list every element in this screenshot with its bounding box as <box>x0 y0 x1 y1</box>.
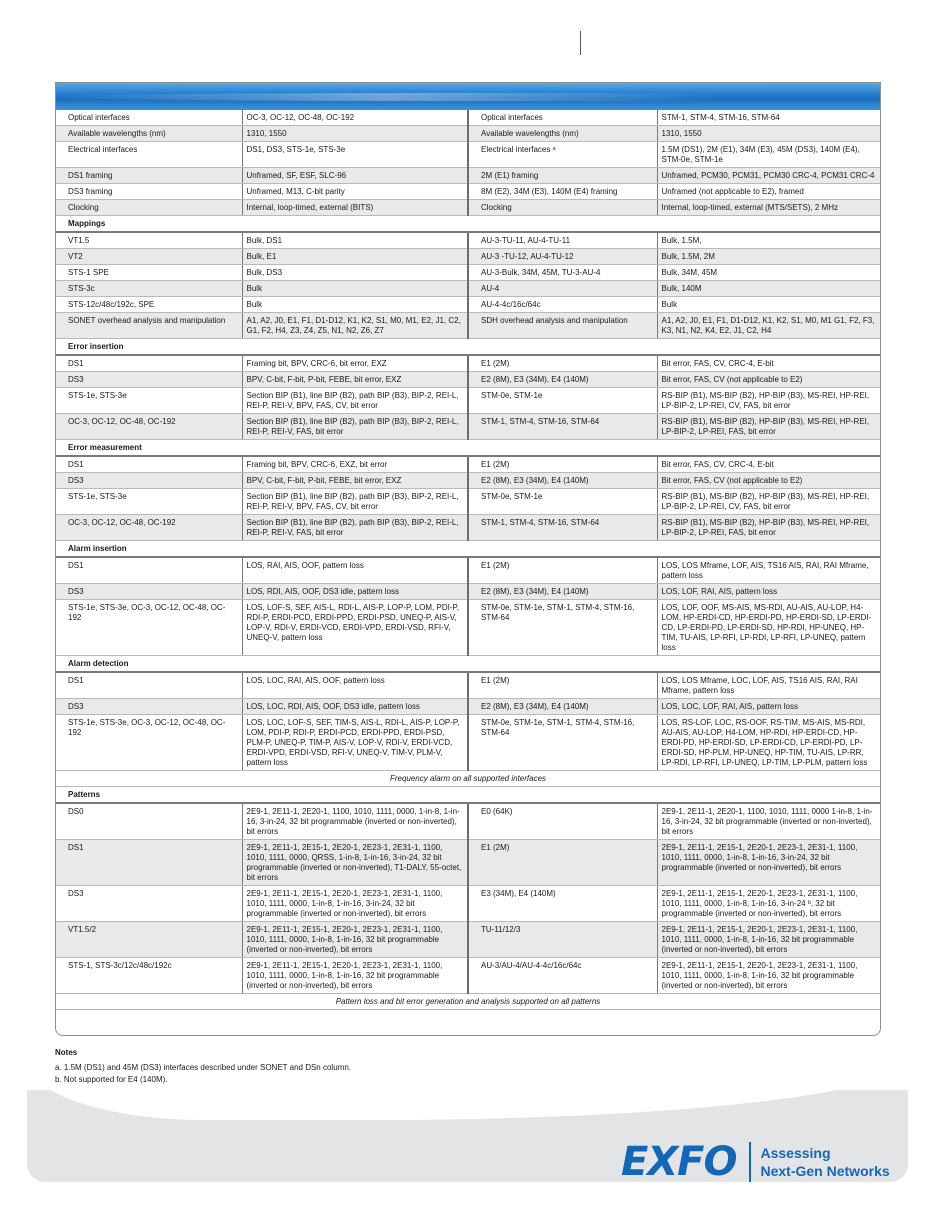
sonet-param: DS3 framing <box>56 184 242 200</box>
sdh-value: Bulk, 140M <box>657 281 880 297</box>
notes-heading: Notes <box>55 1048 78 1057</box>
section-header <box>56 656 880 673</box>
section-header <box>56 440 880 457</box>
sdh-param: E1 (2M) <box>468 840 657 886</box>
section-title: Error measurement <box>56 440 880 457</box>
sonet-value: LOS, RDI, AIS, OOF, DS3 idle, pattern loss <box>242 584 468 600</box>
sonet-param: OC-3, OC-12, OC-48, OC-192 <box>56 515 242 541</box>
table-row <box>56 473 880 489</box>
sonet-param: DS3 <box>56 473 242 489</box>
sonet-value: Internal, loop-timed, external (BITS) <box>242 200 468 216</box>
sdh-param: STM-1, STM-4, STM-16, STM-64 <box>468 414 657 440</box>
table-footnote-row <box>56 994 880 1010</box>
sonet-param: DS3 <box>56 699 242 715</box>
sdh-param: 8M (E2), 34M (E3), 140M (E4) framing <box>468 184 657 200</box>
table-row <box>56 489 880 515</box>
sonet-param: Electrical interfaces <box>56 142 242 168</box>
sonet-param: STS-3c <box>56 281 242 297</box>
sonet-param: DS3 <box>56 372 242 388</box>
sdh-value: STM-1, STM-4, STM-16, STM-64 <box>657 110 880 126</box>
sonet-param: VT1.5/2 <box>56 922 242 958</box>
sonet-param: OC-3, OC-12, OC-48, OC-192 <box>56 414 242 440</box>
sonet-param: DS1 framing <box>56 168 242 184</box>
sdh-param: STM-0e, STM-1e, STM-1, STM-4, STM-16, STM-64 <box>468 715 657 771</box>
sdh-value: LOS, LOC, LOF, RAI, AIS, pattern loss <box>657 699 880 715</box>
sonet-value: Bulk <box>242 297 468 313</box>
sdh-value: Unframed (not applicable to E2), framed <box>657 184 880 200</box>
sdh-value: 2E9-1, 2E11-1, 2E15-1, 2E20-1, 2E23-1, 2E31-1, 1100, 1010, 1111, 0000, 1-in-8, 1-in-16, 3-in-24, 32 bit programmable (inverted or non-inverted), bit errors <box>657 840 880 886</box>
sonet-value: A1, A2, J0, E1, F1, D1-D12, K1, K2, S1, M0, M1, E2, J1, C2, G1, F2, H4, Z3, Z4, Z5, N1, N2, Z6, Z7 <box>242 313 468 339</box>
table-footnote: Frequency alarm on all supported interfaces <box>56 771 880 787</box>
sonet-param: STS-1e, STS-3e <box>56 489 242 515</box>
sdh-value: Unframed, PCM30, PCM31, PCM30 CRC-4, PCM31 CRC-4 <box>657 168 880 184</box>
sonet-param: Clocking <box>56 200 242 216</box>
table-row <box>56 699 880 715</box>
table-row <box>56 200 880 216</box>
sdh-value: RS-BIP (B1), MS-BIP (B2), HP-BIP (B3), MS-REI, HP-REI, LP-BIP-2, LP-REI, CV, FAS, bit error <box>657 489 880 515</box>
table-row <box>56 414 880 440</box>
sdh-param: AU-3-Bulk, 34M, 45M, TU-3-AU-4 <box>468 265 657 281</box>
sonet-param: VT1.5 <box>56 232 242 249</box>
logo-tagline <box>761 1144 890 1180</box>
table-row <box>56 557 880 584</box>
table-row <box>56 715 880 771</box>
sdh-value: 2E9-1, 2E11-1, 2E15-1, 2E20-1, 2E23-1, 2E31-1, 1100, 1010, 1111, 0000, 1-in-8, 1-in-16, 32 bit programmable (inverted or non-inverted), bit errors <box>657 958 880 994</box>
sdh-value: LOS, LOS Mframe, LOF, AIS, TS16 AIS, RAI, RAI Mframe, pattern loss <box>657 557 880 584</box>
sonet-value: Unframed, M13, C-bit parity <box>242 184 468 200</box>
sonet-param: SONET overhead analysis and manipulation <box>56 313 242 339</box>
sdh-value: RS-BIP (B1), MS-BIP (B2), HP-BIP (B3), MS-REI, HP-REI, LP-BIP-2, LP-REI, FAS, bit error <box>657 515 880 541</box>
sdh-value: 2E9-1, 2E11-1, 2E15-1, 2E20-1, 2E23-1, 2E31-1, 1100, 1010, 1111, 0000, 1-in-8, 1-in-16, 32 bit programmable (inverted or non-inverted), bit errors <box>657 922 880 958</box>
note-a: a. 1.5M (DS1) and 45M (DS3) interfaces described under SONET and DSn column. <box>55 1063 351 1072</box>
sonet-value: Bulk, DS3 <box>242 265 468 281</box>
section-header <box>56 541 880 558</box>
table-row <box>56 142 880 168</box>
sdh-param: STM-0e, STM-1e, STM-1, STM-4, STM-16, STM-64 <box>468 600 657 656</box>
sdh-param: STM-0e, STM-1e <box>468 388 657 414</box>
table-row <box>56 840 880 886</box>
sdh-param: AU-3/AU-4/AU-4-4c/16c/64c <box>468 958 657 994</box>
sdh-param: AU-3 -TU-12, AU-4-TU-12 <box>468 249 657 265</box>
sdh-value: 1310, 1550 <box>657 126 880 142</box>
sonet-value: LOS, RAI, AIS, OOF, pattern loss <box>242 557 468 584</box>
table-row <box>56 584 880 600</box>
sdh-param: E2 (8M), E3 (34M), E4 (140M) <box>468 699 657 715</box>
sdh-value: RS-BIP (B1), MS-BIP (B2), HP-BIP (B3), MS-REI, HP-REI, LP-BIP-2, LP-REI, CV, FAS, bit error <box>657 388 880 414</box>
sdh-value: Bit error, FAS, CV (not applicable to E2) <box>657 473 880 489</box>
table-row <box>56 355 880 372</box>
table-row <box>56 313 880 339</box>
sdh-param: SDH overhead analysis and manipulation <box>468 313 657 339</box>
sonet-value: 2E9-1, 2E11-1, 2E15-1, 2E20-1, 2E23-1, 2E31-1, 1100, 1010, 1111, 0000, 1-in-8, 1-in-16, 32 bit programmable (inverted or non-inverted), bit errors <box>242 958 468 994</box>
sonet-value: LOS, LOC, RDI, AIS, OOF, DS3 idle, pattern loss <box>242 699 468 715</box>
sonet-value: 2E9-1, 2E11-1, 2E20-1, 1100, 1010, 1111, 0000, 1-in-8, 1-in-16, 3-in-24, 32 bit programmable (inverted or non-inverted), bit errors <box>242 803 468 840</box>
sonet-param: VT2 <box>56 249 242 265</box>
sonet-value: LOS, LOC, RAI, AIS, OOF, pattern loss <box>242 672 468 699</box>
sonet-value: Bulk, E1 <box>242 249 468 265</box>
sdh-param: E1 (2M) <box>468 456 657 473</box>
sdh-value: RS-BIP (B1), MS-BIP (B2), HP-BIP (B3), MS-REI, HP-REI, LP-BIP-2, LP-REI, FAS, bit error <box>657 414 880 440</box>
section-title: Patterns <box>56 787 880 804</box>
table-row <box>56 803 880 840</box>
section-title: Error insertion <box>56 339 880 356</box>
sdh-value: Bit error, FAS, CV (not applicable to E2) <box>657 372 880 388</box>
sdh-param: AU-4-4c/16c/64c <box>468 297 657 313</box>
sdh-value: Bulk, 1.5M, <box>657 232 880 249</box>
sonet-param: DS3 <box>56 886 242 922</box>
sdh-value: LOS, RS-LOF, LOC, RS-OOF, RS-TIM, MS-AIS, MS-RDI, AU-AIS, AU-LOP, H4-LOM, HP-RDI, HP-ERDI-CD, HP-ERDI-PD, HP-ERDI-SD, LP-ERDI-CD, LP-ERDI-PD, LP-ERDI-SD, HP-PLM, HP-UNEQ, HP-TIM, TU-AIS, LP-RR, LP-RDI, LP-RFI, LP-UNEQ, LP-TIM, LP-PLM, pattern loss <box>657 715 880 771</box>
sonet-param: DS0 <box>56 803 242 840</box>
sdh-value: LOS, LOS Mframe, LOC, LOF, AIS, TS16 AIS, RAI, RAI Mframe, pattern loss <box>657 672 880 699</box>
sdh-param: TU-11/12/3 <box>468 922 657 958</box>
table-row <box>56 281 880 297</box>
sonet-value: 2E9-1, 2E11-1, 2E15-1, 2E20-1, 2E23-1, 2E31-1, 1100, 1010, 1111, 0000, 1-in-8, 1-in-16, 3-in-24, 32 bit programmable (inverted or non-inverted), bit errors <box>242 886 468 922</box>
logo-divider <box>749 1142 751 1182</box>
sonet-value: Section BIP (B1), line BIP (B2), path BIP (B3), BIP-2, REI-L, REI-P, REI-V, FAS, bit error <box>242 414 468 440</box>
section-title: Alarm insertion <box>56 541 880 558</box>
tagline-line-2: Next-Gen Networks <box>760 1163 890 1179</box>
sonet-param: Available wavelengths (nm) <box>56 126 242 142</box>
sdh-value: 2E9-1, 2E11-1, 2E20-1, 1100, 1010, 1111, 0000 1-in-8, 1-in-16, 3-in-24, 32 bit programmable (inverted or non-inverted), bit errors <box>657 803 880 840</box>
sdh-param: E2 (8M), E3 (34M), E4 (140M) <box>468 473 657 489</box>
table-row <box>56 672 880 699</box>
table-footnote-row <box>56 771 880 787</box>
table-footnote: Pattern loss and bit error generation and analysis supported on all patterns <box>56 994 880 1010</box>
sonet-value: 2E9-1, 2E11-1, 2E15-1, 2E20-1, 2E23-1, 2E31-1, 1100, 1010, 1111, 0000, QRSS, 1-in-8, 1-in-16, 3-in-24, 32 bit programmable (inverted or non-inverted), T1-DALY, 55-octet, bit errors <box>242 840 468 886</box>
sonet-value: LOS, LOF-S, SEF, AIS-L, RDI-L, AIS-P, LOP-P, LOM, PDI-P, RDI-P, ERDI-PCD, ERDI-PPD, ERDI-PSD, UNEQ-P, AIS-V, LOP-V, RDI-V, ERDI-VCD, ERDI-VPD, ERDI-VSD, RFI-V, UNEQ-V, pattern loss <box>242 600 468 656</box>
sonet-value: OC-3, OC-12, OC-48, OC-192 <box>242 110 468 126</box>
spec-table <box>56 110 880 1010</box>
sonet-param: DS1 <box>56 456 242 473</box>
sonet-param: DS3 <box>56 584 242 600</box>
sonet-param: DS1 <box>56 355 242 372</box>
sonet-param: DS1 <box>56 840 242 886</box>
sdh-param: E2 (8M), E3 (34M), E4 (140M) <box>468 584 657 600</box>
sdh-value: 1.5M (DS1), 2M (E1), 34M (E3), 45M (DS3), 140M (E4), STM-0e, STM-1e <box>657 142 880 168</box>
sdh-param: STM-1, STM-4, STM-16, STM-64 <box>468 515 657 541</box>
sdh-value: Bit error, FAS, CV, CRC-4, E-bit <box>657 456 880 473</box>
sonet-param: DS1 <box>56 557 242 584</box>
sdh-value: Bulk, 34M, 45M <box>657 265 880 281</box>
sonet-value: Section BIP (B1), line BIP (B2), path BIP (B3), BIP-2, REI-L, REI-P, REI-V, BPV, FAS, CV, bit error <box>242 489 468 515</box>
table-row <box>56 232 880 249</box>
table-row <box>56 456 880 473</box>
table-row <box>56 110 880 126</box>
sonet-param: DS1 <box>56 672 242 699</box>
section-header <box>56 216 880 233</box>
sdh-param: E1 (2M) <box>468 672 657 699</box>
notes <box>55 1047 655 1086</box>
section-header <box>56 787 880 804</box>
sdh-param: AU-3-TU-11, AU-4-TU-11 <box>468 232 657 249</box>
section-title: Alarm detection <box>56 656 880 673</box>
table-row <box>56 515 880 541</box>
sdh-value: A1, A2, J0, E1, F1, D1-D12, K1, K2, S1, M0, M1 G1, F2, F3, K3, N1, N2, K4, E2, J1, C2, H4 <box>657 313 880 339</box>
sonet-param: Optical interfaces <box>56 110 242 126</box>
sdh-param: Electrical interfaces ᵃ <box>468 142 657 168</box>
sonet-value: LOS, LOC, LOF-S, SEF, TIM-S, AIS-L, RDI-L, AIS-P, LOP-P, LOM, PDI-P, RDI-P, ERDI-PCD, ERDI-PPD, ERDI-PSD, PLM-P, UNEQ-P, TIM-P, AIS-V, LOP-V, RDI-V, ERDI-VCD, ERDI-VPD, ERDI-VSD, RFI-V, UNEQ-V, TIM-V, PLM-V, pattern loss <box>242 715 468 771</box>
sdh-param: AU-4 <box>468 281 657 297</box>
sonet-value: BPV, C-bit, F-bit, P-bit, FEBE, bit error, EXZ <box>242 473 468 489</box>
section-title: Mappings <box>56 216 880 233</box>
sdh-param: STM-0e, STM-1e <box>468 489 657 515</box>
sonet-param: STS-1e, STS-3e, OC-3, OC-12, OC-48, OC-192 <box>56 715 242 771</box>
sonet-value: Framing bit, BPV, CRC-6, EXZ, bit error <box>242 456 468 473</box>
sonet-value: Unframed, SF, ESF, SLC-96 <box>242 168 468 184</box>
sdh-value: LOS, LOF, OOF, MS-AIS, MS-RDI, AU-AIS, AU-LOP, H4-LOM, HP-ERDI-CD, HP-ERDI-PD, HP-ERDI-SD, LP-ERDI-CD, LP-ERDI-PD, LP-ERDI-SD, HP-RDI, HP-UNEQ, HP-TIM, TU-AIS, LP-RFI, LP-RDI, LP-RFI, LP-UNEQ, pattern loss <box>657 600 880 656</box>
table-row <box>56 372 880 388</box>
sdh-value: Internal, loop-timed, external (MTS/SETS), 2 MHz <box>657 200 880 216</box>
table-row <box>56 126 880 142</box>
table-row <box>56 600 880 656</box>
sonet-value: Framing bit, BPV, CRC-6, bit error, EXZ <box>242 355 468 372</box>
header-divider <box>580 31 581 55</box>
sdh-param: E2 (8M), E3 (34M), E4 (140M) <box>468 372 657 388</box>
note-b: b. Not supported for E4 (140M). <box>55 1075 168 1084</box>
logo-wordmark: EXFO <box>621 1139 737 1185</box>
sdh-value: 2E9-1, 2E11-1, 2E15-1, 2E20-1, 2E23-1, 2E31-1, 1100, 1010, 1111, 0000, 1-in-8, 1-in-16, 3-in-24 ᵇ, 32 bit programmable (inverted or non-inverted), bit errors <box>657 886 880 922</box>
sdh-param: Available wavelengths (nm) <box>468 126 657 142</box>
sdh-param: E0 (64K) <box>468 803 657 840</box>
table-row <box>56 297 880 313</box>
table-row <box>56 168 880 184</box>
sdh-value: Bulk, 1.5M, 2M <box>657 249 880 265</box>
sdh-value: Bit error, FAS, CV, CRC-4, E-bit <box>657 355 880 372</box>
sonet-param: STS-1 SPE <box>56 265 242 281</box>
sdh-param: E1 (2M) <box>468 355 657 372</box>
spec-table-card <box>55 82 881 1036</box>
sdh-param: Clocking <box>468 200 657 216</box>
sdh-value: LOS, LOF, RAI, AIS, pattern loss <box>657 584 880 600</box>
table-row <box>56 388 880 414</box>
table-row <box>56 265 880 281</box>
sonet-param: STS-1, STS-3c/12c/48c/192c <box>56 958 242 994</box>
sonet-value: DS1, DS3, STS-1e, STS-3e <box>242 142 468 168</box>
sdh-param: Optical interfaces <box>468 110 657 126</box>
exfo-logo <box>621 1139 890 1185</box>
table-row <box>56 886 880 922</box>
sonet-value: BPV, C-bit, F-bit, P-bit, FEBE, bit error, EXZ <box>242 372 468 388</box>
sdh-param: E1 (2M) <box>468 557 657 584</box>
sdh-value: Bulk <box>657 297 880 313</box>
table-row <box>56 922 880 958</box>
sonet-value: Section BIP (B1), line BIP (B2), path BIP (B3), BIP-2, REI-L, REI-P, REI-V, FAS, bit error <box>242 515 468 541</box>
tagline-line-1: Assessing <box>760 1145 831 1161</box>
sonet-param: STS-12c/48c/192c, SPE <box>56 297 242 313</box>
header-band <box>56 83 880 110</box>
sonet-param: STS-1e, STS-3e, OC-3, OC-12, OC-48, OC-192 <box>56 600 242 656</box>
sonet-value: Bulk <box>242 281 468 297</box>
sdh-param: E3 (34M), E4 (140M) <box>468 886 657 922</box>
sonet-value: Bulk, DS1 <box>242 232 468 249</box>
sonet-value: Section BIP (B1), line BIP (B2), path BIP (B3), BIP-2, REI-L, REI-P, REI-V, BPV, FAS, CV, bit error <box>242 388 468 414</box>
sonet-value: 2E9-1, 2E11-1, 2E15-1, 2E20-1, 2E23-1, 2E31-1, 1100, 1010, 1111, 0000, 1-in-8, 1-in-16, 32 bit programmable (inverted or non-inverted), bit errors <box>242 922 468 958</box>
sonet-value: 1310, 1550 <box>242 126 468 142</box>
sdh-param: 2M (E1) framing <box>468 168 657 184</box>
table-row <box>56 958 880 994</box>
sonet-param: STS-1e, STS-3e <box>56 388 242 414</box>
section-header <box>56 339 880 356</box>
table-row <box>56 184 880 200</box>
table-row <box>56 249 880 265</box>
